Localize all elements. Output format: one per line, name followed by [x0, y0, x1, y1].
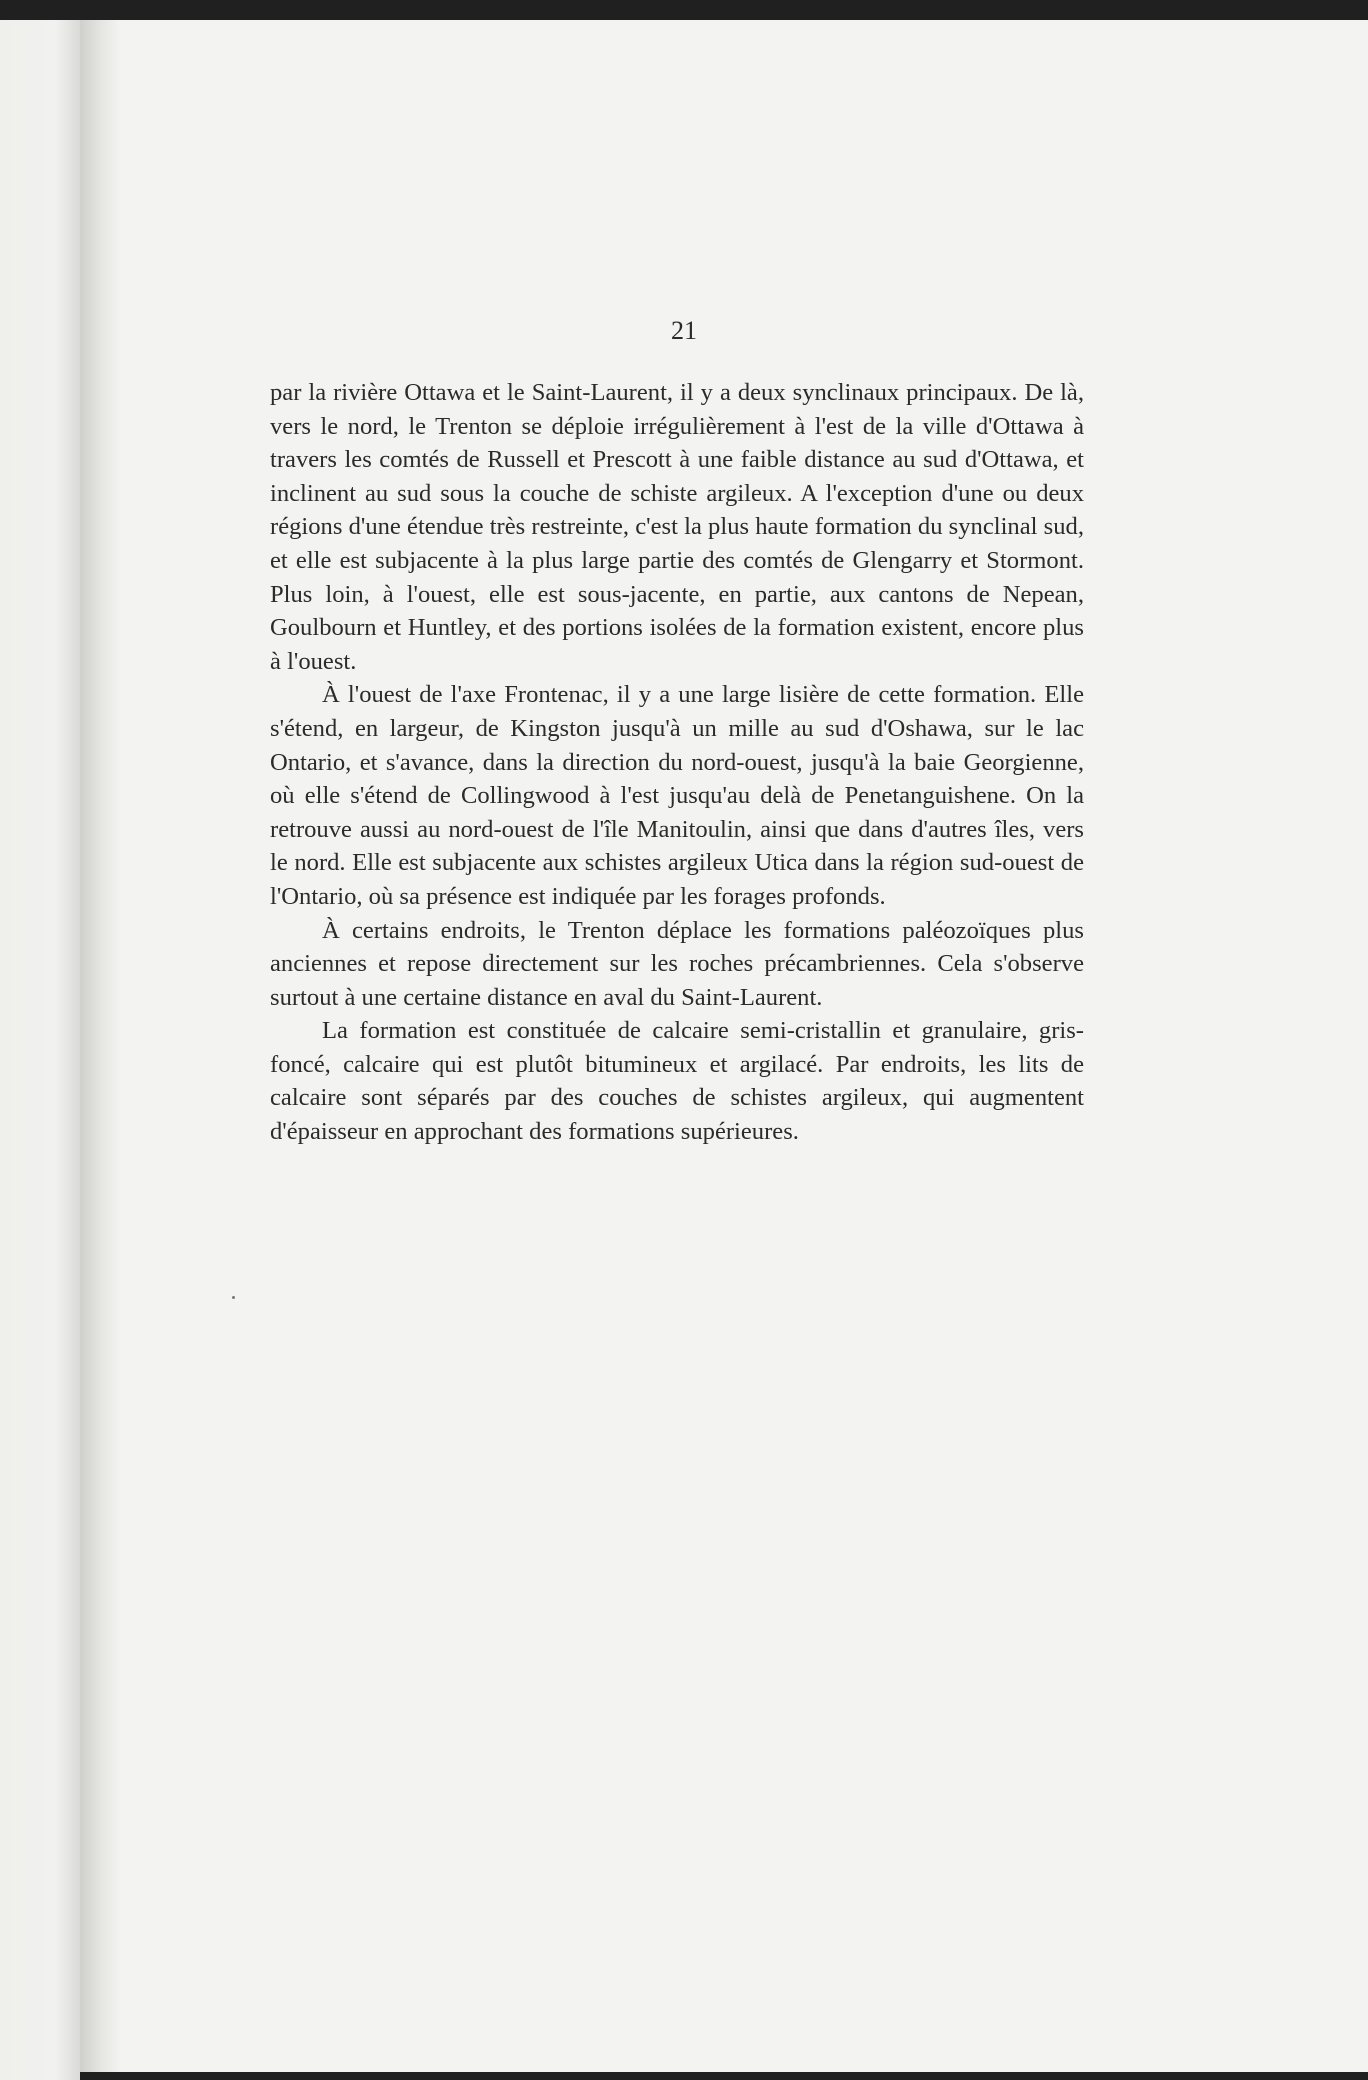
paragraph-3: À certains endroits, le Trenton déplace les formations paléozoïques plus anciennes et repose directement sur les roches précambriennes. Cela s'observe surtout à une certaine distance en aval du Saint-Laurent. [270, 916, 1084, 1011]
margin-speck [232, 1296, 235, 1299]
paragraph-2: À l'ouest de l'axe Frontenac, il y a une large lisière de cette formation. Elle s'étend, en largeur, de Kingston jusqu'à un mille au sud d'Oshawa, sur le lac Ontario, et s'avance, dans la direction du nord-ouest, jusqu'à la baie Georgienne, où elle s'étend de Collingwood à l'est jusqu'au delà de Penetanguishene. On la retrouve aussi au nord-ouest de l'île Manitoulin, ainsi que dans d'autres îles, vers le nord. Elle est subjacente aux schistes argileux Utica dans la région sud-ouest de l'Ontario, où sa présence est indiquée par les forages profonds. [270, 681, 1084, 910]
paragraph-1: par la rivière Ottawa et le Saint-Laurent, il y a deux synclinaux principaux. De là, vers le nord, le Trenton se déploie irrégulièrement à l'est de la ville d'Ottawa à travers les comtés de Russell et Prescott à une faible distance au sud d'Ottawa, et inclinent au sud sous la couche de schiste argileux. A l'exception d'une ou deux régions d'une étendue très restreinte, c'est la plus haute formation du synclinal sud, et elle est subjacente à la plus large partie des comtés de Glengarry et Stormont. Plus loin, à l'ouest, elle est sous-jacente, en partie, aux cantons de Nepean, Goulbourn et Huntley, et des portions isolées de la formation existent, encore plus à l'ouest. [270, 379, 1084, 675]
page-number: 21 [671, 316, 697, 345]
paragraph-4: La formation est constituée de calcaire semi-cristallin et granulaire, gris-foncé, calcaire qui est plutôt bitumineux et argilacé. Par endroits, les lits de calcaire sont séparés par des couches de schistes argileux, qui augmentent d'épaisseur en approchant des formations supérieures. [270, 1017, 1084, 1146]
body-text [270, 376, 1084, 1149]
